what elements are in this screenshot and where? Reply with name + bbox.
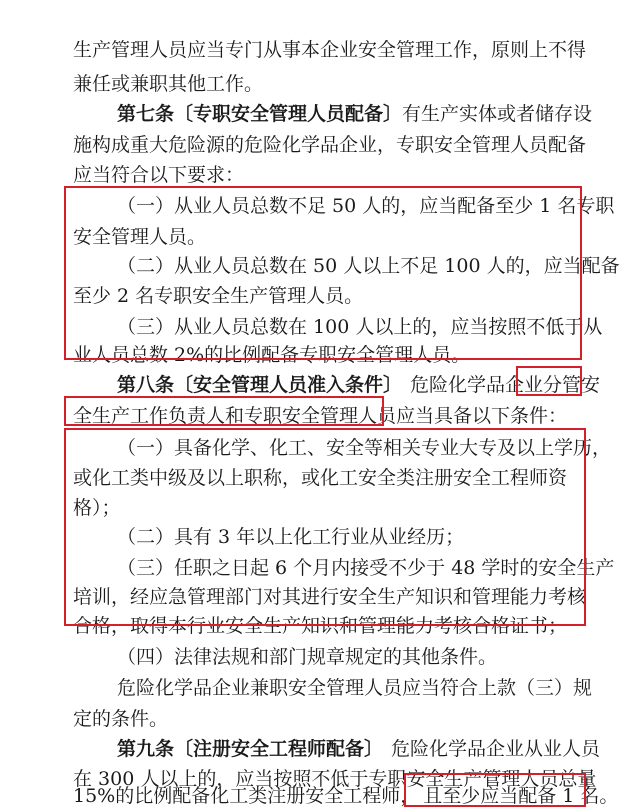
paragraph-text: 安全管理人员。 bbox=[73, 226, 207, 248]
paragraph-text: 定的条件。 bbox=[73, 708, 169, 730]
list-item-text: （一）具备化学、化工、安全等相关专业大专及以上学历， bbox=[117, 437, 612, 459]
paragraph-text: 应当符合以下要求： bbox=[73, 164, 245, 186]
paragraph-text: 危险化学品企业兼职安全管理人员应当符合上款（三）规 bbox=[117, 677, 593, 699]
paragraph-text: 兼任或兼职其他工作。 bbox=[73, 73, 264, 95]
paragraph-text: 危险化学品企业从业人员 bbox=[391, 738, 601, 760]
paragraph-text: 应当具备以下条件： bbox=[396, 405, 568, 427]
highlight-box-at-least-one bbox=[404, 773, 586, 807]
highlight-box-deputy-safety bbox=[516, 366, 582, 396]
list-item-text: （四）法律法规和部门规章规定的其他条件。 bbox=[117, 646, 498, 668]
list-item-line bbox=[0, 641, 644, 673]
paragraph-text: 危险化学品企业 bbox=[410, 374, 544, 396]
highlight-box-article-8-conditions bbox=[64, 428, 586, 626]
article-9-heading-line bbox=[0, 733, 644, 765]
paragraph-text: 业人员总数 2%的比例配备专职安全管理人员。 bbox=[73, 344, 471, 366]
list-item-text: （三）从业人员总数在 100 人以上的，应当按照不低于从 bbox=[117, 316, 603, 338]
article-number: 第七条 bbox=[117, 103, 175, 125]
text-line bbox=[0, 68, 644, 100]
paragraph-text: 合格，取得本行业安全生产知识和管理能力考核合格证书； bbox=[73, 615, 568, 637]
list-item-text: （二）从业人员总数在 50 人以上不足 100 人的，应当配备 bbox=[117, 255, 620, 277]
list-item-text: （三）任职之日起 6 个月内接受不少于 48 学时的安全生产 bbox=[117, 557, 615, 579]
list-item-text: （一）从业人员总数不足 50 人的，应当配备至少 1 名专职 bbox=[117, 195, 615, 217]
paragraph-text: 培训，经应急管理部门对其进行安全生产知识和管理能力考核 bbox=[73, 586, 587, 608]
article-7-heading-line bbox=[0, 98, 644, 130]
paragraph-text: 或化工类中级及以上职称，或化工安全类注册安全工程师资 bbox=[73, 467, 568, 489]
paragraph-text: 施构成重大危险源的危险化学品企业，专职安全管理人员配备 bbox=[73, 134, 587, 156]
list-item-text: （二）具有 3 年以上化工行业从业经历； bbox=[117, 526, 465, 548]
paragraph-text: 15%的比例配备化工类注册安全工程师， bbox=[73, 785, 420, 807]
text-line bbox=[0, 34, 644, 66]
text-line bbox=[0, 129, 644, 161]
article-title: 〔安全管理人员准入条件〕 bbox=[174, 374, 403, 396]
highlighted-text: 全生产工作负责人和专职安全管理人员 bbox=[73, 405, 397, 427]
article-number: 第八条 bbox=[117, 374, 175, 396]
text-line bbox=[0, 672, 644, 704]
paragraph-text: 生产管理人员应当专门从事本企业安全管理工作，原则上不得 bbox=[73, 39, 587, 61]
highlighted-text: 分管安 bbox=[543, 374, 601, 396]
paragraph-text: 格）； bbox=[73, 497, 121, 519]
paragraph-text: 在 300 人以上的，应当按照不低于专职安全生产管理人员总量 bbox=[73, 768, 597, 790]
highlight-box-responsible-person bbox=[64, 396, 384, 426]
highlight-box-article-7-items bbox=[64, 186, 582, 360]
text-line bbox=[0, 703, 644, 735]
paragraph-text: 有生产实体或者储存设 bbox=[402, 103, 593, 125]
highlighted-text: 且至少应当配备 1 名。 bbox=[423, 785, 619, 807]
paragraph-text: 至少 2 名专职安全生产管理人员。 bbox=[73, 285, 364, 307]
article-title: 〔专职安全管理人员配备〕 bbox=[174, 103, 403, 125]
article-number: 第九条 bbox=[117, 738, 175, 760]
article-title: 〔注册安全工程师配备〕 bbox=[174, 738, 384, 760]
